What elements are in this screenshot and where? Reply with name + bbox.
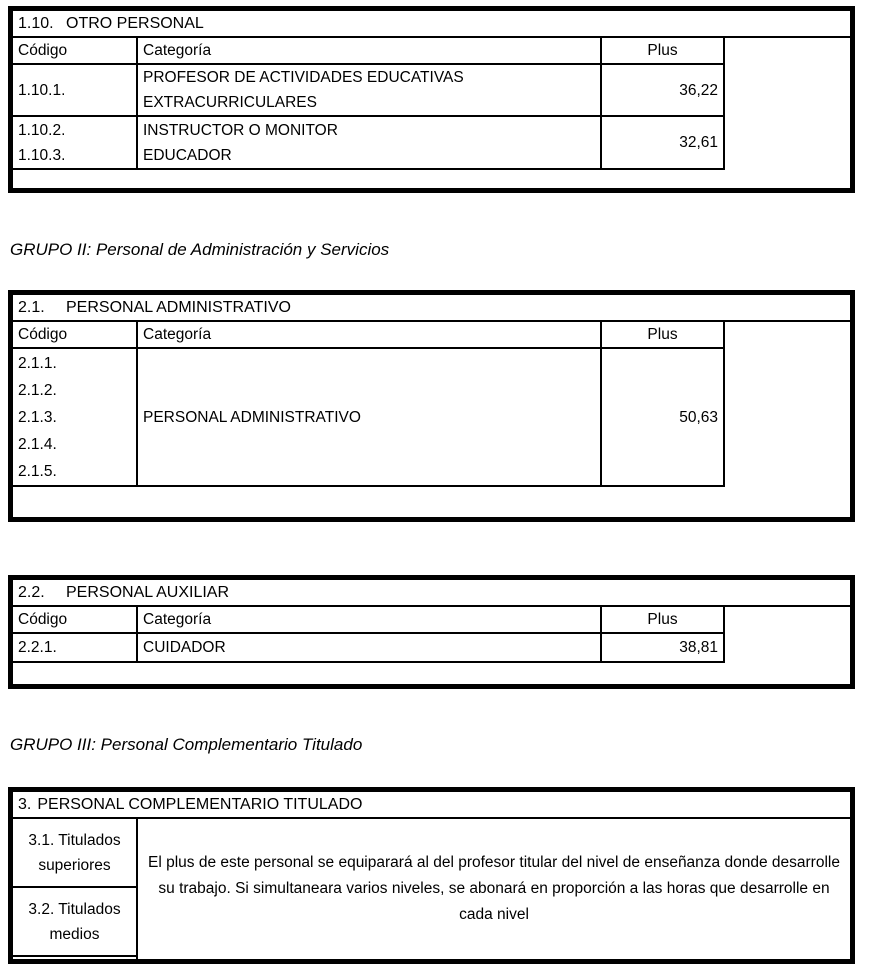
table-name: OTRO PERSONAL bbox=[66, 14, 204, 32]
cell-titulados-superiores: 3.1. Titulados superiores bbox=[13, 819, 136, 888]
grupo-ii-heading: GRUPO II: Personal de Administración y Servicios bbox=[10, 240, 390, 259]
table-row bbox=[13, 65, 725, 117]
table-grid bbox=[13, 38, 725, 170]
cell-categoria: CUIDADOR bbox=[138, 634, 602, 661]
table-personal-auxiliar bbox=[8, 575, 855, 689]
cell-titulados-medios: 3.2. Titulados medios bbox=[13, 888, 136, 957]
table-row bbox=[13, 117, 725, 170]
col-header-codigo: Código bbox=[13, 322, 138, 347]
col-header-codigo: Código bbox=[13, 38, 138, 63]
col-header-categoria: Categoría bbox=[138, 322, 602, 347]
cell-codigo: 2.1.1. 2.1.2. 2.1.3. 2.1.4. 2.1.5. bbox=[13, 349, 138, 485]
table-row bbox=[13, 349, 725, 487]
table-personal-administrativo-title bbox=[13, 295, 850, 322]
grupo-iii-heading: GRUPO III: Personal Complementario Titulado bbox=[10, 735, 363, 754]
table-otro-personal-title bbox=[13, 11, 850, 38]
table-row bbox=[13, 634, 725, 663]
col-header-plus: Plus bbox=[602, 322, 725, 347]
col-header-codigo: Código bbox=[13, 607, 138, 632]
table-number: 2.1. bbox=[18, 298, 45, 316]
cell-codigo: 2.2.1. bbox=[13, 634, 138, 661]
col-header-plus: Plus bbox=[602, 607, 725, 632]
table-otro-personal bbox=[8, 6, 855, 193]
table-personal-auxiliar-title bbox=[13, 580, 850, 607]
table-body bbox=[13, 819, 850, 959]
cell-plus: 36,22 bbox=[602, 65, 725, 115]
cell-codigo: 1.10.1. bbox=[13, 65, 138, 115]
table-personal-administrativo bbox=[8, 290, 855, 522]
cell-categoria: INSTRUCTOR O MONITOR EDUCADOR bbox=[138, 117, 602, 168]
table-complementario-titulado bbox=[8, 787, 855, 964]
table-name: PERSONAL ADMINISTRATIVO bbox=[66, 298, 291, 316]
table-number: 2.2. bbox=[18, 583, 45, 601]
cell-codigo: 1.10.2. 1.10.3. bbox=[13, 117, 138, 168]
cell-plus: 38,81 bbox=[602, 634, 725, 661]
col-header-categoria: Categoría bbox=[138, 607, 602, 632]
table-grid bbox=[13, 322, 725, 487]
cell-plus: 50,63 bbox=[602, 349, 725, 485]
table-header-row bbox=[13, 322, 725, 349]
table-complementario-titulado-title bbox=[13, 792, 850, 819]
table-number: 3. bbox=[18, 795, 32, 813]
cell-note: El plus de este personal se equiparará al del profesor titular del nivel de enseñanza donde desarrolle su trabajo. Si simultaneara varios niveles, se abonará en proporción a las horas que desarrolle en cada nivel bbox=[148, 854, 840, 923]
table-header-row bbox=[13, 38, 725, 65]
table-name: PERSONAL COMPLEMENTARIO TITULADO bbox=[37, 795, 363, 813]
left-column bbox=[13, 819, 138, 959]
col-header-categoria: Categoría bbox=[138, 38, 602, 63]
cell-plus: 32,61 bbox=[602, 117, 725, 168]
table-number: 1.10. bbox=[18, 14, 54, 32]
cell-categoria: PROFESOR DE ACTIVIDADES EDUCATIVAS EXTRACURRICULARES bbox=[138, 65, 602, 115]
table-header-row bbox=[13, 607, 725, 634]
cell-categoria: PERSONAL ADMINISTRATIVO bbox=[138, 349, 602, 485]
table-name: PERSONAL AUXILIAR bbox=[66, 583, 230, 601]
col-header-plus: Plus bbox=[602, 38, 725, 63]
table-grid bbox=[13, 607, 725, 663]
